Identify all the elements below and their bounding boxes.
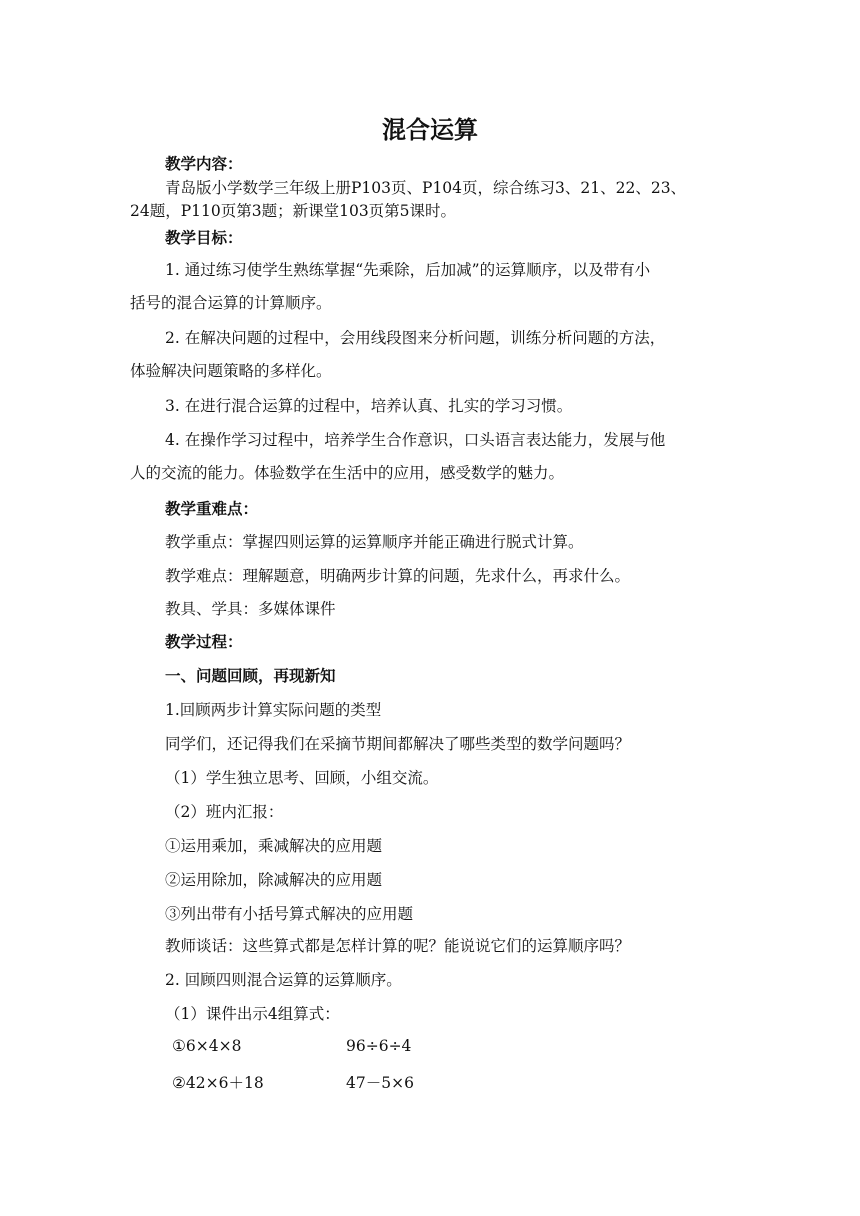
expression-left: ①6×4×8 <box>172 1037 242 1055</box>
content-heading: 教学内容： <box>165 155 243 173</box>
content-line: 24题，P110页第3题；新课堂103页第5课时。 <box>130 202 457 220</box>
process-line: （1）学生独立思考、回顾，小组交流。 <box>165 769 439 787</box>
process-line: （1）课件出示4组算式： <box>165 1005 340 1023</box>
goal-4-line: 人的交流的能力。体验数学在生活中的应用，感受数学的魅力。 <box>130 464 565 482</box>
key-point: 教学重点：掌握四则运算的运算顺序并能正确进行脱式计算。 <box>165 533 584 551</box>
goals-heading: 教学目标： <box>165 229 243 247</box>
difficult-point: 教学难点：理解题意，明确两步计算的问题，先求什么，再求什么。 <box>165 567 631 585</box>
process-heading: 教学过程： <box>165 633 243 651</box>
goal-1-line: 1. 通过练习使学生熟练掌握“先乘除，后加减”的运算顺序，以及带有小 <box>165 261 651 279</box>
content-line: 青岛版小学数学三年级上册P103页、P104页，综合练习3、21、22、23、 <box>165 179 687 197</box>
goal-3-line: 3. 在进行混合运算的过程中，培养认真、扎实的学习习惯。 <box>165 397 573 415</box>
goal-1-line: 括号的混合运算的计算顺序。 <box>130 294 332 312</box>
expression-left: ②42×6＋18 <box>172 1074 264 1092</box>
goal-2-line: 2. 在解决问题的过程中，会用线段图来分析问题，训练分析问题的方法， <box>165 329 666 347</box>
process-line: ②运用除加，除减解决的应用题 <box>165 871 383 889</box>
process-line: ③列出带有小括号算式解决的应用题 <box>165 905 414 923</box>
process-line: 2. 回顾四则混合运算的运算顺序。 <box>165 971 402 989</box>
process-line: （2）班内汇报： <box>165 803 284 821</box>
expression-right: 47－5×6 <box>346 1074 414 1092</box>
goal-2-line: 体验解决问题策略的多样化。 <box>130 362 332 380</box>
process-line: 1.回顾两步计算实际问题的类型 <box>165 701 382 719</box>
expression-right: 96÷6÷4 <box>346 1037 412 1055</box>
process-line: ①运用乘加，乘减解决的应用题 <box>165 837 383 855</box>
process-line: 同学们，还记得我们在采摘节期间都解决了哪些类型的数学问题吗？ <box>165 735 631 753</box>
process-line: 教师谈话：这些算式都是怎样计算的呢？能说说它们的运算顺序吗？ <box>165 937 631 955</box>
goal-4-line: 4. 在操作学习过程中，培养学生合作意识，口头语言表达能力，发展与他 <box>165 431 666 449</box>
section-1-heading: 一、问题回顾，再现新知 <box>165 667 336 685</box>
page-title: 混合运算 <box>382 116 478 144</box>
tools-line: 教具、学具：多媒体课件 <box>165 600 336 618</box>
key-heading: 教学重难点： <box>165 500 259 518</box>
